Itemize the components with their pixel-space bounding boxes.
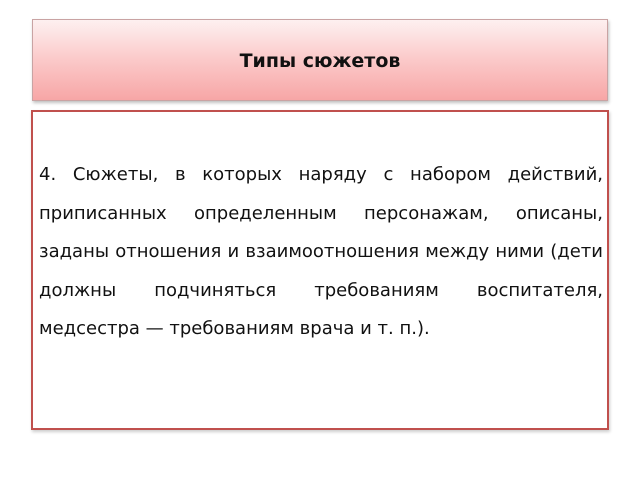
slide-body-text: 4. Сюжеты, в которых наряду с набором действий, приписанных определенным персонажам, описаны, заданы отношения и взаимоотношения между ними (дети должны подчиняться требованиям воспитателя, медсестра — требованиям врача и т. п.). — [39, 164, 603, 339]
slide-title: Типы сюжетов — [239, 50, 401, 72]
content-box — [31, 110, 609, 430]
title-box — [32, 19, 608, 101]
